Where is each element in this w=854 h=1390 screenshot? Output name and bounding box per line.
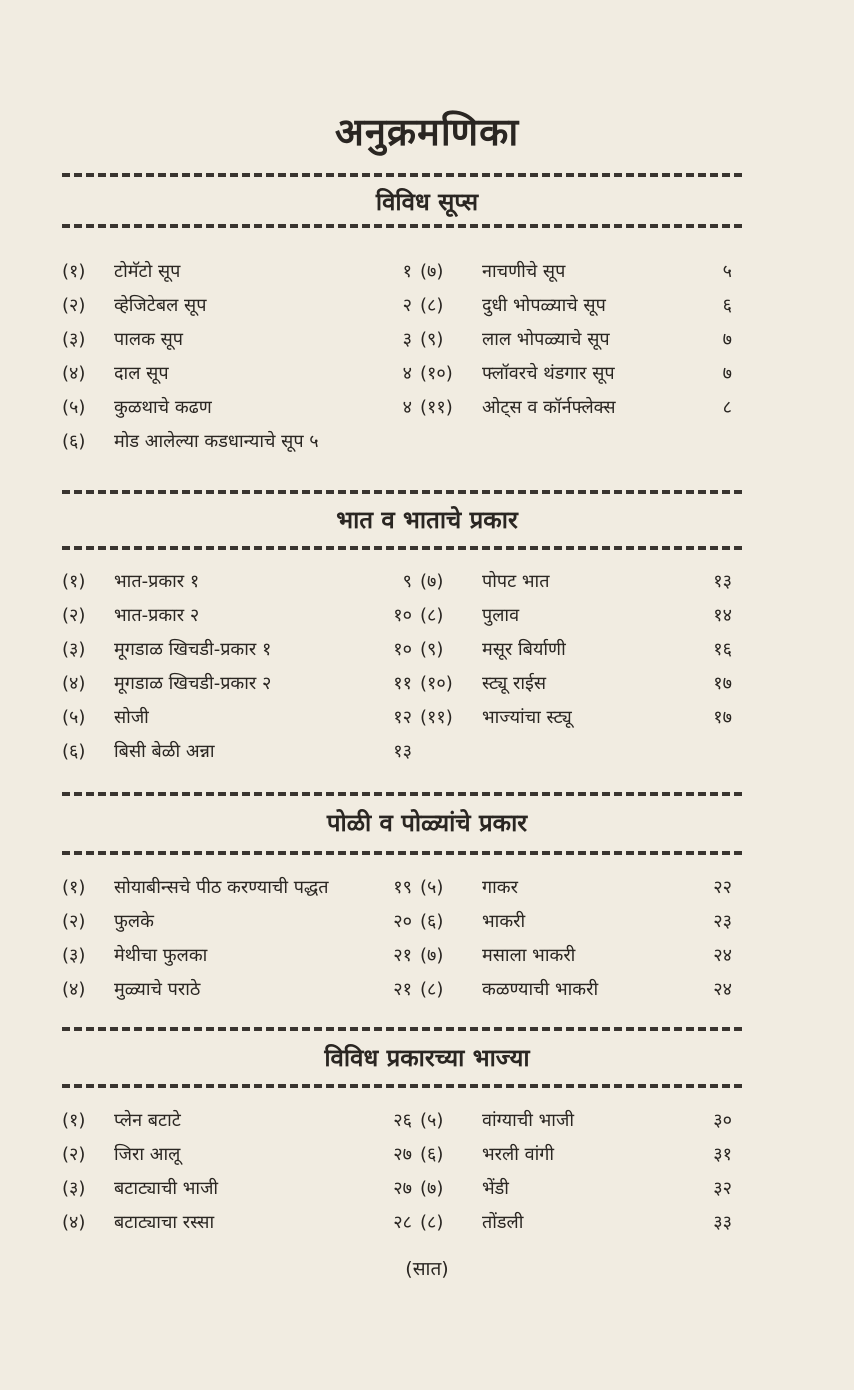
entry-page: १६ xyxy=(713,639,732,660)
entry-number: (६) xyxy=(420,911,444,932)
entry-page: १३ xyxy=(713,571,732,592)
entry-number: (११) xyxy=(420,707,453,728)
entry-number: (६) xyxy=(62,741,86,762)
entry-page: २८ xyxy=(393,1212,412,1233)
index-row xyxy=(62,1105,732,1137)
entry-page: १७ xyxy=(713,707,732,728)
entry-title: बटाट्याची भाजी xyxy=(114,1178,219,1199)
entry-number: (१) xyxy=(62,571,86,592)
entry-page: २ xyxy=(402,295,412,316)
entry-page: ३१ xyxy=(713,1144,732,1165)
entry-title: बिसी बेळी अन्ना xyxy=(114,741,215,762)
entry-number: (५) xyxy=(420,1110,444,1131)
entry-number: (४) xyxy=(62,673,86,694)
entry-page: ४ xyxy=(402,397,412,418)
entry-number: (१) xyxy=(62,1110,86,1131)
divider xyxy=(62,1084,742,1088)
entry-page: ३३ xyxy=(713,1212,732,1233)
index-row xyxy=(62,940,732,972)
entry-title: भरली वांगी xyxy=(482,1144,555,1165)
entry-number: (१०) xyxy=(420,363,453,384)
entry-title: भाज्यांचा स्ट्यू xyxy=(482,707,572,728)
entry-page: ३० xyxy=(713,1110,732,1131)
entry-title: कुळथाचे कढण xyxy=(114,397,212,418)
entry-title: मसूर बिर्याणी xyxy=(482,639,566,660)
entry-page: १३ xyxy=(393,741,412,762)
index-row xyxy=(62,426,732,458)
index-row xyxy=(62,256,732,288)
entry-title: मसाला भाकरी xyxy=(482,945,576,966)
divider xyxy=(62,490,742,494)
entry-number: (११) xyxy=(420,397,453,418)
entry-number: (२) xyxy=(62,1144,86,1165)
entry-title: प्लेन बटाटे xyxy=(114,1110,181,1131)
entry-number: (५) xyxy=(62,707,86,728)
entry-title: सोजी xyxy=(114,707,149,728)
entry-page: ४ xyxy=(402,363,412,384)
entry-page: ३ xyxy=(402,329,412,350)
entry-title: वांग्याची भाजी xyxy=(482,1110,574,1131)
page-title: अनुक्रमणिका xyxy=(334,110,520,154)
divider xyxy=(62,224,742,228)
entry-page: २३ xyxy=(713,911,732,932)
entry-title: मूगडाळ खिचडी-प्रकार २ xyxy=(114,673,272,694)
entry-title: टोमॅटो सूप xyxy=(114,261,181,282)
entry-page: २७ xyxy=(393,1178,412,1199)
entry-number: (९) xyxy=(420,639,444,660)
entry-page: १४ xyxy=(713,605,732,626)
index-row xyxy=(62,600,732,632)
entry-number: (८) xyxy=(420,979,444,1000)
entry-page: ७ xyxy=(722,329,732,350)
entry-page: १२ xyxy=(393,707,412,728)
index-row xyxy=(62,324,732,356)
entry-number: (१) xyxy=(62,261,86,282)
entry-title: नाचणीचे सूप xyxy=(482,261,566,282)
entry-title: पालक सूप xyxy=(114,329,184,350)
divider xyxy=(62,173,742,177)
entry-title: दाल सूप xyxy=(114,363,169,384)
entry-title: ओट्स व कॉर्नफ्लेक्स xyxy=(482,397,616,418)
index-row xyxy=(62,668,732,700)
entry-page: २१ xyxy=(393,979,412,1000)
entry-number: (३) xyxy=(62,945,86,966)
entry-page: २१ xyxy=(393,945,412,966)
entry-title: सोयाबीन्सचे पीठ करण्याची पद्धत xyxy=(114,877,329,898)
entry-title: व्हेजिटेबल सूप xyxy=(114,295,207,316)
index-row xyxy=(62,634,732,666)
entry-page: ६ xyxy=(722,295,732,316)
entry-number: (६) xyxy=(420,1144,444,1165)
entry-title: फुलके xyxy=(114,911,154,932)
entry-title: दुधी भोपळ्याचे सूप xyxy=(482,295,606,316)
entry-title: मेथीचा फुलका xyxy=(114,945,208,966)
entry-title: भेंडी xyxy=(482,1178,509,1199)
entry-title: पुलाव xyxy=(482,605,520,626)
entry-page: १९ xyxy=(393,877,412,898)
entry-number: (३) xyxy=(62,639,86,660)
entry-number: (८) xyxy=(420,295,444,316)
entry-page: ७ xyxy=(722,363,732,384)
divider xyxy=(62,851,742,855)
index-row xyxy=(62,392,732,424)
entry-title: मुळ्याचे पराठे xyxy=(114,979,201,1000)
entry-title: कळण्याची भाकरी xyxy=(482,979,599,1000)
entry-number: (९) xyxy=(420,329,444,350)
section-heading: पोळी व पोळ्यांचे प्रकार xyxy=(326,809,528,837)
entry-number: (५) xyxy=(62,397,86,418)
index-row xyxy=(62,1139,732,1171)
entry-number: (७) xyxy=(420,261,444,282)
entry-number: (५) xyxy=(420,877,444,898)
index-row xyxy=(62,566,732,598)
index-row xyxy=(62,872,732,904)
entry-page: ५ xyxy=(722,261,732,282)
divider xyxy=(62,792,742,796)
entry-page: २४ xyxy=(713,945,732,966)
entry-page: २२ xyxy=(713,877,732,898)
entry-page: ३२ xyxy=(713,1178,732,1199)
entry-title: भात-प्रकार २ xyxy=(114,605,200,626)
entry-title: स्ट्यू राईस xyxy=(482,673,547,694)
entry-page: ९ xyxy=(402,571,412,592)
entry-page: १० xyxy=(393,605,412,626)
entry-title: भात-प्रकार १ xyxy=(114,571,200,592)
entry-number: (७) xyxy=(420,571,444,592)
divider xyxy=(62,1027,742,1031)
section-heading: भात व भाताचे प्रकार xyxy=(336,506,518,534)
entry-number: (२) xyxy=(62,911,86,932)
entry-number: (४) xyxy=(62,979,86,1000)
page-number: (सात) xyxy=(405,1258,449,1280)
entry-title: लाल भोपळ्याचे सूप xyxy=(482,329,610,350)
entry-number: (१०) xyxy=(420,673,453,694)
index-row xyxy=(62,906,732,938)
entry-title: भाकरी xyxy=(482,911,526,932)
index-row xyxy=(62,974,732,1006)
entry-page: २७ xyxy=(393,1144,412,1165)
entry-title: बटाट्याचा रस्सा xyxy=(114,1212,215,1233)
index-row xyxy=(62,1173,732,1205)
index-row xyxy=(62,358,732,390)
entry-page: २६ xyxy=(393,1110,412,1131)
entry-number: (४) xyxy=(62,363,86,384)
entry-number: (१) xyxy=(62,877,86,898)
entry-page: १७ xyxy=(713,673,732,694)
entry-number: (४) xyxy=(62,1212,86,1233)
entry-title: पोपट भात xyxy=(482,571,550,592)
entry-number: (७) xyxy=(420,1178,444,1199)
index-row xyxy=(62,290,732,322)
index-row xyxy=(62,1207,732,1239)
entry-title: जिरा आलू xyxy=(114,1144,181,1165)
entry-page: १० xyxy=(393,639,412,660)
entry-number: (६) xyxy=(62,431,86,452)
entry-title: मूगडाळ खिचडी-प्रकार १ xyxy=(114,639,272,660)
section-heading: विविध सूप्स xyxy=(375,188,479,216)
entry-number: (७) xyxy=(420,945,444,966)
entry-page: २० xyxy=(393,911,412,932)
entry-page: १ xyxy=(402,261,412,282)
entry-page: २४ xyxy=(713,979,732,1000)
divider xyxy=(62,546,742,550)
entry-number: (८) xyxy=(420,1212,444,1233)
entry-page: ८ xyxy=(722,397,732,418)
entry-page: ११ xyxy=(393,673,412,694)
index-row xyxy=(62,736,732,768)
entry-number: (३) xyxy=(62,1178,86,1199)
section-heading: विविध प्रकारच्या भाज्या xyxy=(324,1044,530,1072)
entry-number: (८) xyxy=(420,605,444,626)
entry-number: (२) xyxy=(62,295,86,316)
entry-title: तोंडली xyxy=(482,1212,524,1233)
entry-title: मोड आलेल्या कडधान्याचे सूप ५ xyxy=(114,431,319,452)
entry-title: फ्लॉवरचे थंडगार सूप xyxy=(482,363,615,384)
entry-number: (३) xyxy=(62,329,86,350)
index-row xyxy=(62,702,732,734)
entry-title: गाकर xyxy=(482,877,518,898)
entry-number: (२) xyxy=(62,605,86,626)
